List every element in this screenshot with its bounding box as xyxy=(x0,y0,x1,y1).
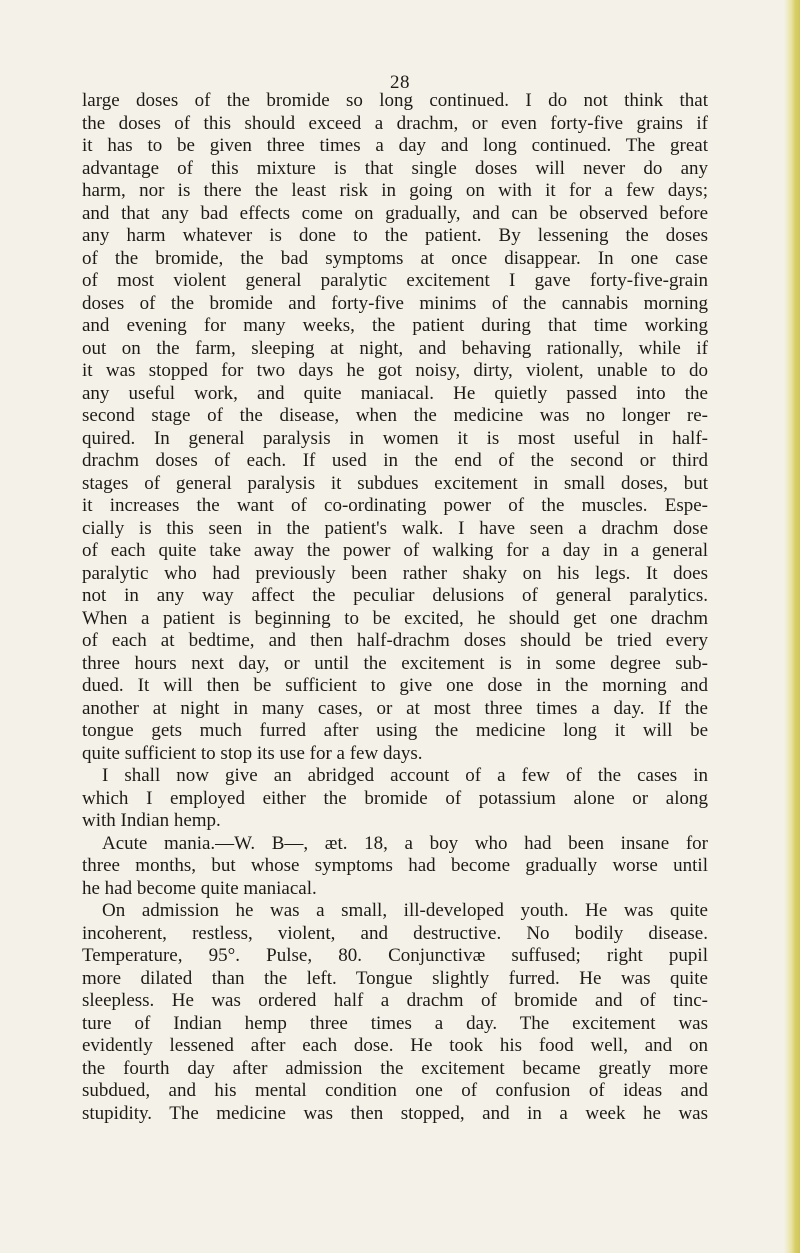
text-line: he had become quite maniacal. xyxy=(82,877,317,899)
text-line: incoherent, restless, violent, and destructive. No bodily disease. xyxy=(82,922,708,944)
text-line: not in any way affect the peculiar delusions of general paralytics. xyxy=(82,585,708,606)
text-line: I shall now give an abridged account of a few of the cases in xyxy=(102,765,708,786)
text-line: it has to be given three times a day and long continued. The great xyxy=(82,135,708,156)
text-line: Temperature, 95°. Pulse, 80. Conjunctivæ suffused; right pupil xyxy=(82,945,708,966)
text-line: any harm whatever is done to the patient. By lessening the doses xyxy=(82,225,708,246)
text-line: the doses of this should exceed a drachm, or even forty-five grains if xyxy=(82,112,708,134)
text-line: it increases the want of co-ordinating power of the muscles. Espe- xyxy=(82,495,708,516)
text-line: of each at bedtime, and then half-drachm doses should be tried every xyxy=(82,630,708,651)
text-line: dued. It will then be sufficient to give one dose in the morning and xyxy=(82,675,708,696)
text-line: any useful work, and quite maniacal. He quietly passed into the xyxy=(82,382,708,404)
text-line: ture of Indian hemp three times a day. The excitement was xyxy=(82,1012,708,1034)
text-line: the fourth day after admission the excitement became greatly more xyxy=(82,1057,708,1079)
text-line: harm, nor is there the least risk in going on with it for a few days; xyxy=(82,180,708,201)
text-line: stupidity. The medicine was then stopped, and in a week he was xyxy=(82,1102,708,1124)
text-line: out on the farm, sleeping at night, and behaving rationally, while if xyxy=(82,337,708,359)
text-line: Acute mania.—W. B—, æt. 18, a boy who had been insane for xyxy=(102,832,708,854)
text-line: second stage of the disease, when the medicine was no longer re- xyxy=(82,405,708,426)
text-line: doses of the bromide and forty-five minims of the cannabis morning xyxy=(82,292,708,314)
text-line: quite sufficient to stop its use for a few days. xyxy=(82,742,423,764)
text-line: On admission he was a small, ill-developed youth. He was quite xyxy=(102,900,708,921)
text-line: When a patient is beginning to be excited, he should get one drachm xyxy=(82,607,708,629)
text-line: subdued, and his mental condition one of confusion of ideas and xyxy=(82,1080,708,1101)
text-line: three hours next day, or until the excitement is in some degree sub- xyxy=(82,652,708,674)
text-line: of most violent general paralytic excitement I gave forty-five-grain xyxy=(82,270,708,291)
text-line: tongue gets much furred after using the medicine long it will be xyxy=(82,720,708,741)
text-line: paralytic who had previously been rather shaky on his legs. It does xyxy=(82,562,708,584)
text-line: which I employed either the bromide of potassium alone or along xyxy=(82,787,708,809)
text-line: cially is this seen in the patient's walk. I have seen a drachm dose xyxy=(82,517,708,539)
text-line: quired. In general paralysis in women it is most useful in half- xyxy=(82,427,708,449)
page-number: 28 xyxy=(390,72,410,93)
text-line: drachm doses of each. If used in the end of the second or third xyxy=(82,450,708,471)
text-line: it was stopped for two days he got noisy, dirty, violent, unable to do xyxy=(82,360,708,381)
text-line: and evening for many weeks, the patient during that time working xyxy=(82,315,708,336)
text-line: advantage of this mixture is that single doses will never do any xyxy=(82,157,708,179)
page-edge-discoloration xyxy=(784,0,800,1253)
text-line: evidently lessened after each dose. He took his food well, and on xyxy=(82,1035,708,1056)
text-line: and that any bad effects come on gradually, and can be observed before xyxy=(82,202,708,224)
text-line: sleepless. He was ordered half a drachm of bromide and of tinc- xyxy=(82,990,708,1011)
text-line: stages of general paralysis it subdues excitement in small doses, but xyxy=(82,472,708,494)
body-text xyxy=(82,90,708,1125)
text-line: large doses of the bromide so long continued. I do not think that xyxy=(82,90,708,111)
text-line: of each quite take away the power of walking for a day in a general xyxy=(82,540,708,561)
text-line: three months, but whose symptoms had become gradually worse until xyxy=(82,855,708,876)
text-line: of the bromide, the bad symptoms at once disappear. In one case xyxy=(82,247,708,269)
text-line: another at night in many cases, or at most three times a day. If the xyxy=(82,697,708,719)
text-line: with Indian hemp. xyxy=(82,810,221,831)
text-line: more dilated than the left. Tongue slightly furred. He was quite xyxy=(82,967,708,989)
